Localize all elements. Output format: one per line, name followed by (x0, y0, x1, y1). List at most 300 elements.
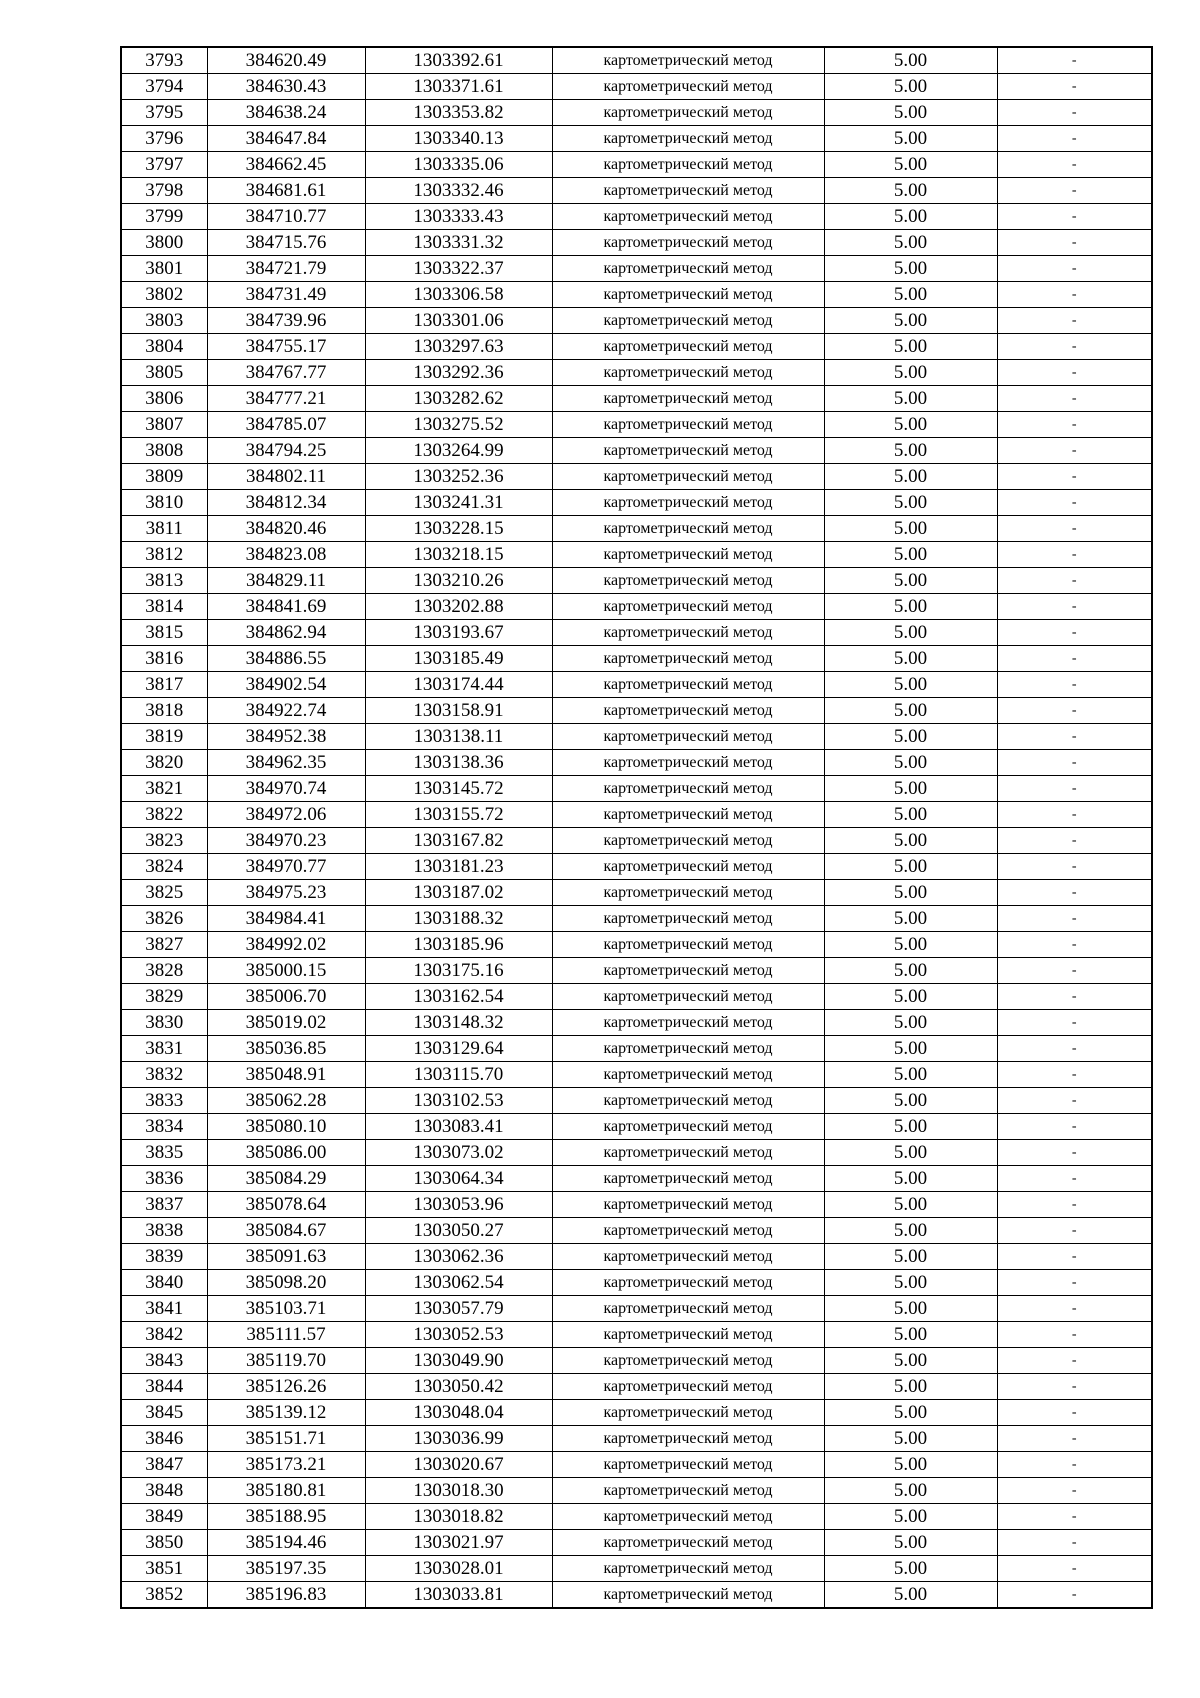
point-number-cell: 3812 (121, 542, 207, 568)
method-cell: картометрический метод (552, 1270, 824, 1296)
table-row (121, 1400, 1152, 1426)
x-coordinate-cell: 385126.26 (207, 1374, 365, 1400)
accuracy-cell: 5.00 (824, 828, 997, 854)
table-row (121, 620, 1152, 646)
x-coordinate-cell: 384902.54 (207, 672, 365, 698)
table-row (121, 1582, 1152, 1609)
table-row (121, 74, 1152, 100)
description-cell: - (997, 698, 1152, 724)
description-cell: - (997, 750, 1152, 776)
method-cell: картометрический метод (552, 1036, 824, 1062)
x-coordinate-cell: 384820.46 (207, 516, 365, 542)
table-row (121, 1036, 1152, 1062)
description-cell: - (997, 1192, 1152, 1218)
x-coordinate-cell: 385098.20 (207, 1270, 365, 1296)
x-coordinate-cell: 385019.02 (207, 1010, 365, 1036)
point-number-cell: 3807 (121, 412, 207, 438)
point-number-cell: 3835 (121, 1140, 207, 1166)
accuracy-cell: 5.00 (824, 1504, 997, 1530)
x-coordinate-cell: 384681.61 (207, 178, 365, 204)
y-coordinate-cell: 1303050.42 (365, 1374, 552, 1400)
table-row (121, 1088, 1152, 1114)
y-coordinate-cell: 1303174.44 (365, 672, 552, 698)
table-row (121, 776, 1152, 802)
description-cell: - (997, 1166, 1152, 1192)
y-coordinate-cell: 1303332.46 (365, 178, 552, 204)
description-cell: - (997, 854, 1152, 880)
table-row (121, 464, 1152, 490)
method-cell: картометрический метод (552, 1140, 824, 1166)
x-coordinate-cell: 384767.77 (207, 360, 365, 386)
point-number-cell: 3809 (121, 464, 207, 490)
table-row (121, 932, 1152, 958)
description-cell: - (997, 1296, 1152, 1322)
method-cell: картометрический метод (552, 750, 824, 776)
description-cell: - (997, 100, 1152, 126)
method-cell: картометрический метод (552, 1322, 824, 1348)
point-number-cell: 3804 (121, 334, 207, 360)
method-cell: картометрический метод (552, 412, 824, 438)
method-cell: картометрический метод (552, 464, 824, 490)
method-cell: картометрический метод (552, 646, 824, 672)
accuracy-cell: 5.00 (824, 802, 997, 828)
method-cell: картометрический метод (552, 672, 824, 698)
y-coordinate-cell: 1303188.32 (365, 906, 552, 932)
method-cell: картометрический метод (552, 1296, 824, 1322)
accuracy-cell: 5.00 (824, 464, 997, 490)
method-cell: картометрический метод (552, 178, 824, 204)
point-number-cell: 3808 (121, 438, 207, 464)
y-coordinate-cell: 1303049.90 (365, 1348, 552, 1374)
table-row (121, 1452, 1152, 1478)
description-cell: - (997, 516, 1152, 542)
method-cell: картометрический метод (552, 1088, 824, 1114)
point-number-cell: 3837 (121, 1192, 207, 1218)
x-coordinate-cell: 384970.23 (207, 828, 365, 854)
method-cell: картометрический метод (552, 1426, 824, 1452)
table-row (121, 152, 1152, 178)
method-cell: картометрический метод (552, 490, 824, 516)
x-coordinate-cell: 384794.25 (207, 438, 365, 464)
description-cell: - (997, 152, 1152, 178)
accuracy-cell: 5.00 (824, 542, 997, 568)
method-cell: картометрический метод (552, 256, 824, 282)
point-number-cell: 3849 (121, 1504, 207, 1530)
table-row (121, 542, 1152, 568)
method-cell: картометрический метод (552, 1062, 824, 1088)
accuracy-cell: 5.00 (824, 490, 997, 516)
table-row (121, 854, 1152, 880)
method-cell: картометрический метод (552, 152, 824, 178)
point-number-cell: 3794 (121, 74, 207, 100)
description-cell: - (997, 178, 1152, 204)
table-row (121, 724, 1152, 750)
point-number-cell: 3830 (121, 1010, 207, 1036)
description-cell: - (997, 230, 1152, 256)
point-number-cell: 3840 (121, 1270, 207, 1296)
description-cell: - (997, 1452, 1152, 1478)
description-cell: - (997, 360, 1152, 386)
y-coordinate-cell: 1303050.27 (365, 1218, 552, 1244)
y-coordinate-cell: 1303252.36 (365, 464, 552, 490)
accuracy-cell: 5.00 (824, 880, 997, 906)
point-number-cell: 3833 (121, 1088, 207, 1114)
y-coordinate-cell: 1303145.72 (365, 776, 552, 802)
table-row (121, 178, 1152, 204)
y-coordinate-cell: 1303018.30 (365, 1478, 552, 1504)
accuracy-cell: 5.00 (824, 958, 997, 984)
method-cell: картометрический метод (552, 1556, 824, 1582)
accuracy-cell: 5.00 (824, 594, 997, 620)
x-coordinate-cell: 385006.70 (207, 984, 365, 1010)
x-coordinate-cell: 384975.23 (207, 880, 365, 906)
y-coordinate-cell: 1303033.81 (365, 1582, 552, 1609)
accuracy-cell: 5.00 (824, 1192, 997, 1218)
method-cell: картометрический метод (552, 516, 824, 542)
description-cell: - (997, 204, 1152, 230)
y-coordinate-cell: 1303048.04 (365, 1400, 552, 1426)
table-row (121, 412, 1152, 438)
method-cell: картометрический метод (552, 1348, 824, 1374)
accuracy-cell: 5.00 (824, 256, 997, 282)
y-coordinate-cell: 1303181.23 (365, 854, 552, 880)
description-cell: - (997, 620, 1152, 646)
table-row (121, 1322, 1152, 1348)
accuracy-cell: 5.00 (824, 1088, 997, 1114)
table-row (121, 594, 1152, 620)
method-cell: картометрический метод (552, 932, 824, 958)
y-coordinate-cell: 1303297.63 (365, 334, 552, 360)
description-cell: - (997, 334, 1152, 360)
point-number-cell: 3844 (121, 1374, 207, 1400)
y-coordinate-cell: 1303052.53 (365, 1322, 552, 1348)
description-cell: - (997, 1348, 1152, 1374)
method-cell: картометрический метод (552, 47, 824, 74)
y-coordinate-cell: 1303021.97 (365, 1530, 552, 1556)
method-cell: картометрический метод (552, 1452, 824, 1478)
description-cell: - (997, 1374, 1152, 1400)
table-row (121, 1166, 1152, 1192)
point-number-cell: 3818 (121, 698, 207, 724)
accuracy-cell: 5.00 (824, 932, 997, 958)
y-coordinate-cell: 1303057.79 (365, 1296, 552, 1322)
accuracy-cell: 5.00 (824, 100, 997, 126)
table-row (121, 828, 1152, 854)
accuracy-cell: 5.00 (824, 178, 997, 204)
x-coordinate-cell: 384841.69 (207, 594, 365, 620)
y-coordinate-cell: 1303018.82 (365, 1504, 552, 1530)
method-cell: картометрический метод (552, 724, 824, 750)
accuracy-cell: 5.00 (824, 750, 997, 776)
x-coordinate-cell: 384972.06 (207, 802, 365, 828)
accuracy-cell: 5.00 (824, 47, 997, 74)
accuracy-cell: 5.00 (824, 1140, 997, 1166)
description-cell: - (997, 126, 1152, 152)
table-row (121, 672, 1152, 698)
method-cell: картометрический метод (552, 230, 824, 256)
table-row (121, 516, 1152, 542)
description-cell: - (997, 828, 1152, 854)
method-cell: картометрический метод (552, 100, 824, 126)
method-cell: картометрический метод (552, 776, 824, 802)
point-number-cell: 3828 (121, 958, 207, 984)
table-row (121, 646, 1152, 672)
x-coordinate-cell: 385188.95 (207, 1504, 365, 1530)
point-number-cell: 3799 (121, 204, 207, 230)
table-row (121, 100, 1152, 126)
x-coordinate-cell: 385180.81 (207, 1478, 365, 1504)
description-cell: - (997, 1504, 1152, 1530)
accuracy-cell: 5.00 (824, 1374, 997, 1400)
point-number-cell: 3847 (121, 1452, 207, 1478)
point-number-cell: 3848 (121, 1478, 207, 1504)
table-row (121, 47, 1152, 74)
description-cell: - (997, 1426, 1152, 1452)
table-row (121, 386, 1152, 412)
y-coordinate-cell: 1303187.02 (365, 880, 552, 906)
table-row (121, 1556, 1152, 1582)
description-cell: - (997, 984, 1152, 1010)
accuracy-cell: 5.00 (824, 1166, 997, 1192)
x-coordinate-cell: 385086.00 (207, 1140, 365, 1166)
point-number-cell: 3819 (121, 724, 207, 750)
accuracy-cell: 5.00 (824, 1582, 997, 1609)
table-row (121, 282, 1152, 308)
table-row (121, 568, 1152, 594)
y-coordinate-cell: 1303241.31 (365, 490, 552, 516)
y-coordinate-cell: 1303353.82 (365, 100, 552, 126)
table-row (121, 490, 1152, 516)
method-cell: картометрический метод (552, 1582, 824, 1609)
accuracy-cell: 5.00 (824, 152, 997, 178)
y-coordinate-cell: 1303228.15 (365, 516, 552, 542)
x-coordinate-cell: 385084.29 (207, 1166, 365, 1192)
method-cell: картометрический метод (552, 594, 824, 620)
point-number-cell: 3800 (121, 230, 207, 256)
point-number-cell: 3836 (121, 1166, 207, 1192)
accuracy-cell: 5.00 (824, 516, 997, 542)
accuracy-cell: 5.00 (824, 126, 997, 152)
y-coordinate-cell: 1303138.11 (365, 724, 552, 750)
table-row (121, 906, 1152, 932)
accuracy-cell: 5.00 (824, 1114, 997, 1140)
method-cell: картометрический метод (552, 282, 824, 308)
method-cell: картометрический метод (552, 438, 824, 464)
x-coordinate-cell: 385080.10 (207, 1114, 365, 1140)
x-coordinate-cell: 385119.70 (207, 1348, 365, 1374)
description-cell: - (997, 438, 1152, 464)
method-cell: картометрический метод (552, 906, 824, 932)
point-number-cell: 3822 (121, 802, 207, 828)
x-coordinate-cell: 385194.46 (207, 1530, 365, 1556)
table-row (121, 1140, 1152, 1166)
description-cell: - (997, 542, 1152, 568)
x-coordinate-cell: 385084.67 (207, 1218, 365, 1244)
method-cell: картометрический метод (552, 1114, 824, 1140)
method-cell: картометрический метод (552, 1374, 824, 1400)
x-coordinate-cell: 384829.11 (207, 568, 365, 594)
point-number-cell: 3850 (121, 1530, 207, 1556)
table-row (121, 1010, 1152, 1036)
y-coordinate-cell: 1303371.61 (365, 74, 552, 100)
x-coordinate-cell: 384992.02 (207, 932, 365, 958)
accuracy-cell: 5.00 (824, 1452, 997, 1478)
description-cell: - (997, 672, 1152, 698)
description-cell: - (997, 802, 1152, 828)
accuracy-cell: 5.00 (824, 386, 997, 412)
accuracy-cell: 5.00 (824, 282, 997, 308)
point-number-cell: 3843 (121, 1348, 207, 1374)
accuracy-cell: 5.00 (824, 1400, 997, 1426)
table-row (121, 1114, 1152, 1140)
method-cell: картометрический метод (552, 334, 824, 360)
table-row (121, 126, 1152, 152)
method-cell: картометрический метод (552, 1192, 824, 1218)
y-coordinate-cell: 1303162.54 (365, 984, 552, 1010)
x-coordinate-cell: 385196.83 (207, 1582, 365, 1609)
point-number-cell: 3796 (121, 126, 207, 152)
method-cell: картометрический метод (552, 958, 824, 984)
point-number-cell: 3801 (121, 256, 207, 282)
description-cell: - (997, 412, 1152, 438)
table-row (121, 256, 1152, 282)
y-coordinate-cell: 1303193.67 (365, 620, 552, 646)
description-cell: - (997, 74, 1152, 100)
table-row (121, 360, 1152, 386)
accuracy-cell: 5.00 (824, 334, 997, 360)
method-cell: картометрический метод (552, 984, 824, 1010)
accuracy-cell: 5.00 (824, 74, 997, 100)
point-number-cell: 3806 (121, 386, 207, 412)
x-coordinate-cell: 384984.41 (207, 906, 365, 932)
y-coordinate-cell: 1303282.62 (365, 386, 552, 412)
y-coordinate-cell: 1303020.67 (365, 1452, 552, 1478)
point-number-cell: 3825 (121, 880, 207, 906)
x-coordinate-cell: 384710.77 (207, 204, 365, 230)
table-row (121, 334, 1152, 360)
accuracy-cell: 5.00 (824, 620, 997, 646)
accuracy-cell: 5.00 (824, 360, 997, 386)
accuracy-cell: 5.00 (824, 568, 997, 594)
point-number-cell: 3797 (121, 152, 207, 178)
point-number-cell: 3814 (121, 594, 207, 620)
method-cell: картометрический метод (552, 360, 824, 386)
description-cell: - (997, 932, 1152, 958)
x-coordinate-cell: 385197.35 (207, 1556, 365, 1582)
description-cell: - (997, 308, 1152, 334)
y-coordinate-cell: 1303292.36 (365, 360, 552, 386)
description-cell: - (997, 1010, 1152, 1036)
method-cell: картометрический метод (552, 802, 824, 828)
method-cell: картометрический метод (552, 1530, 824, 1556)
table-row (121, 750, 1152, 776)
coordinates-table (120, 46, 1153, 1609)
table-row (121, 802, 1152, 828)
y-coordinate-cell: 1303062.36 (365, 1244, 552, 1270)
point-number-cell: 3803 (121, 308, 207, 334)
table-row (121, 1296, 1152, 1322)
method-cell: картометрический метод (552, 74, 824, 100)
method-cell: картометрический метод (552, 1504, 824, 1530)
table-row (121, 958, 1152, 984)
y-coordinate-cell: 1303301.06 (365, 308, 552, 334)
point-number-cell: 3839 (121, 1244, 207, 1270)
description-cell: - (997, 906, 1152, 932)
x-coordinate-cell: 384777.21 (207, 386, 365, 412)
description-cell: - (997, 256, 1152, 282)
point-number-cell: 3820 (121, 750, 207, 776)
accuracy-cell: 5.00 (824, 412, 997, 438)
point-number-cell: 3845 (121, 1400, 207, 1426)
method-cell: картометрический метод (552, 126, 824, 152)
y-coordinate-cell: 1303335.06 (365, 152, 552, 178)
description-cell: - (997, 47, 1152, 74)
accuracy-cell: 5.00 (824, 984, 997, 1010)
accuracy-cell: 5.00 (824, 1530, 997, 1556)
point-number-cell: 3851 (121, 1556, 207, 1582)
method-cell: картометрический метод (552, 1218, 824, 1244)
point-number-cell: 3846 (121, 1426, 207, 1452)
x-coordinate-cell: 384952.38 (207, 724, 365, 750)
description-cell: - (997, 1088, 1152, 1114)
y-coordinate-cell: 1303340.13 (365, 126, 552, 152)
description-cell: - (997, 880, 1152, 906)
x-coordinate-cell: 385036.85 (207, 1036, 365, 1062)
point-number-cell: 3841 (121, 1296, 207, 1322)
description-cell: - (997, 594, 1152, 620)
y-coordinate-cell: 1303155.72 (365, 802, 552, 828)
table-row (121, 880, 1152, 906)
point-number-cell: 3823 (121, 828, 207, 854)
accuracy-cell: 5.00 (824, 646, 997, 672)
method-cell: картометрический метод (552, 1010, 824, 1036)
point-number-cell: 3815 (121, 620, 207, 646)
description-cell: - (997, 1322, 1152, 1348)
description-cell: - (997, 1478, 1152, 1504)
y-coordinate-cell: 1303185.49 (365, 646, 552, 672)
point-number-cell: 3813 (121, 568, 207, 594)
y-coordinate-cell: 1303062.54 (365, 1270, 552, 1296)
x-coordinate-cell: 384739.96 (207, 308, 365, 334)
accuracy-cell: 5.00 (824, 1348, 997, 1374)
method-cell: картометрический метод (552, 854, 824, 880)
accuracy-cell: 5.00 (824, 906, 997, 932)
table-row (121, 1504, 1152, 1530)
y-coordinate-cell: 1303275.52 (365, 412, 552, 438)
y-coordinate-cell: 1303115.70 (365, 1062, 552, 1088)
x-coordinate-cell: 385103.71 (207, 1296, 365, 1322)
point-number-cell: 3827 (121, 932, 207, 958)
table-row (121, 698, 1152, 724)
description-cell: - (997, 1270, 1152, 1296)
method-cell: картометрический метод (552, 1400, 824, 1426)
y-coordinate-cell: 1303392.61 (365, 47, 552, 74)
description-cell: - (997, 386, 1152, 412)
x-coordinate-cell: 385048.91 (207, 1062, 365, 1088)
x-coordinate-cell: 384785.07 (207, 412, 365, 438)
x-coordinate-cell: 384620.49 (207, 47, 365, 74)
accuracy-cell: 5.00 (824, 672, 997, 698)
accuracy-cell: 5.00 (824, 438, 997, 464)
y-coordinate-cell: 1303175.16 (365, 958, 552, 984)
point-number-cell: 3821 (121, 776, 207, 802)
accuracy-cell: 5.00 (824, 1556, 997, 1582)
point-number-cell: 3805 (121, 360, 207, 386)
accuracy-cell: 5.00 (824, 1218, 997, 1244)
point-number-cell: 3816 (121, 646, 207, 672)
description-cell: - (997, 282, 1152, 308)
description-cell: - (997, 1140, 1152, 1166)
